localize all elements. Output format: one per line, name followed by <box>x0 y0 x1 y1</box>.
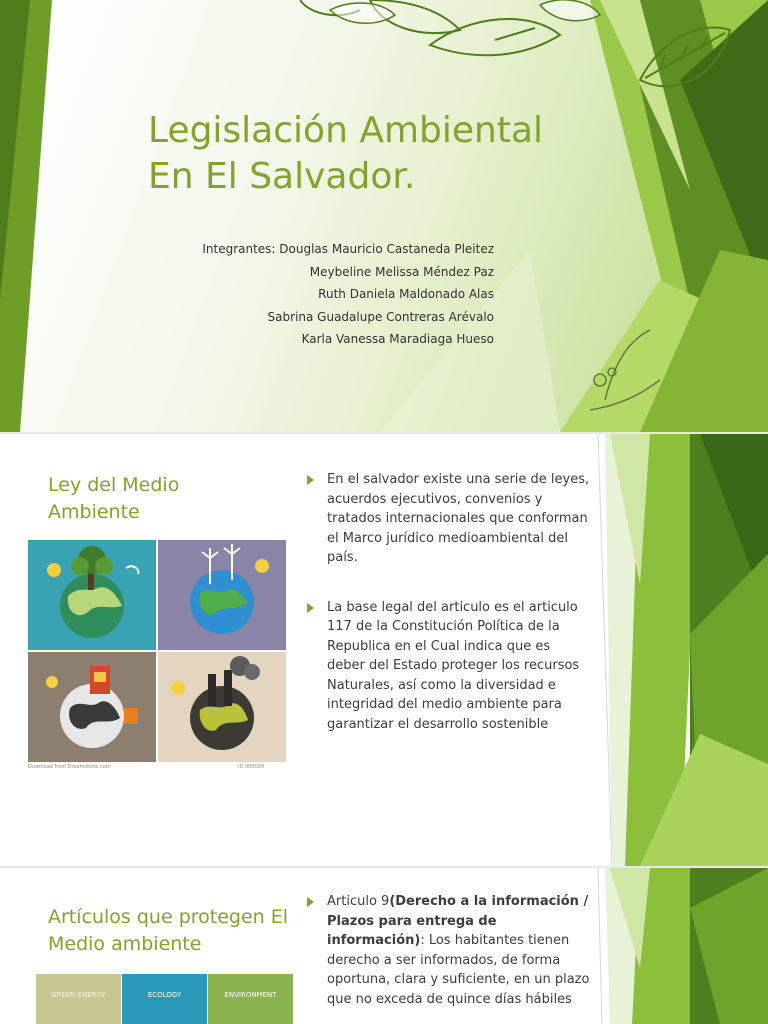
bullet-item <box>305 892 590 1009</box>
members-list <box>202 238 494 351</box>
image-credit <box>28 764 286 776</box>
bullet-list <box>305 470 590 764</box>
credit-id: ID 000000 <box>238 764 265 770</box>
bullet-bold-text: (Derecho a la información / Plazos para entrega de información) <box>327 894 589 948</box>
bullet-arrow-icon <box>307 897 314 907</box>
member-line: Meybeline Melissa Méndez Paz <box>309 264 494 279</box>
presentation-title: Legislación Ambiental En El Salvador. <box>148 110 544 197</box>
bullet-text: : Los habitantes tienen derecho a ser informados, de forma oportuna, clara y suficiente, en un plazo que no exceda de quince días hábiles <box>327 933 590 1007</box>
bullet-list <box>305 892 590 1024</box>
member-line: Sabrina Guadalupe Contreras Arévalo <box>267 309 494 324</box>
member-line: Ruth Daniela Maldonado Alas <box>318 287 494 301</box>
ecology-banner-image <box>36 974 294 1024</box>
member-line: Integrantes: Douglas Mauricio Castaneda Pleitez <box>202 242 494 256</box>
bullet-text: La base legal del articulo es el articulo 117 de la Constitución Política de la Republica en el Cual indica que es deber del Estado proteger los recursos Naturales, así como la diversidad e integridad del medio ambiente para garantizar el desarrollo sostenible <box>327 599 580 732</box>
slide-title <box>0 0 768 432</box>
ecology-panel: ECOLOGY <box>122 974 207 1024</box>
earth-pollution-illustration <box>28 652 156 762</box>
bullet-arrow-icon <box>307 475 314 485</box>
earth-tree-illustration <box>28 540 156 650</box>
member-line: Karla Vanessa Maradiaga Hueso <box>301 332 494 346</box>
bullet-text: En el salvador existe una serie de leyes, acuerdos ejecutivos, convenios y tratados internacionales que conforman el Marco jurídico medioambiental del país. <box>327 472 590 565</box>
green-energy-panel: GREEN ENERGY <box>36 974 121 1024</box>
environment-panel: ENVIRONMENT <box>208 974 293 1024</box>
section-title: Ley del Medio Ambiente <box>48 474 180 523</box>
bullet-text: Articulo 9 <box>327 894 390 909</box>
section-title: Artículos que protegen El Medio ambiente <box>48 906 289 955</box>
earth-illustrations <box>28 540 286 774</box>
credit-text: Download from Dreamstime.com <box>28 764 111 770</box>
bullet-arrow-icon <box>307 603 314 613</box>
leaf-decoration <box>0 0 768 432</box>
earth-wind-illustration <box>158 540 286 650</box>
bullet-item <box>305 598 590 735</box>
bullet-item <box>305 470 590 568</box>
earth-factory-illustration <box>158 652 286 762</box>
